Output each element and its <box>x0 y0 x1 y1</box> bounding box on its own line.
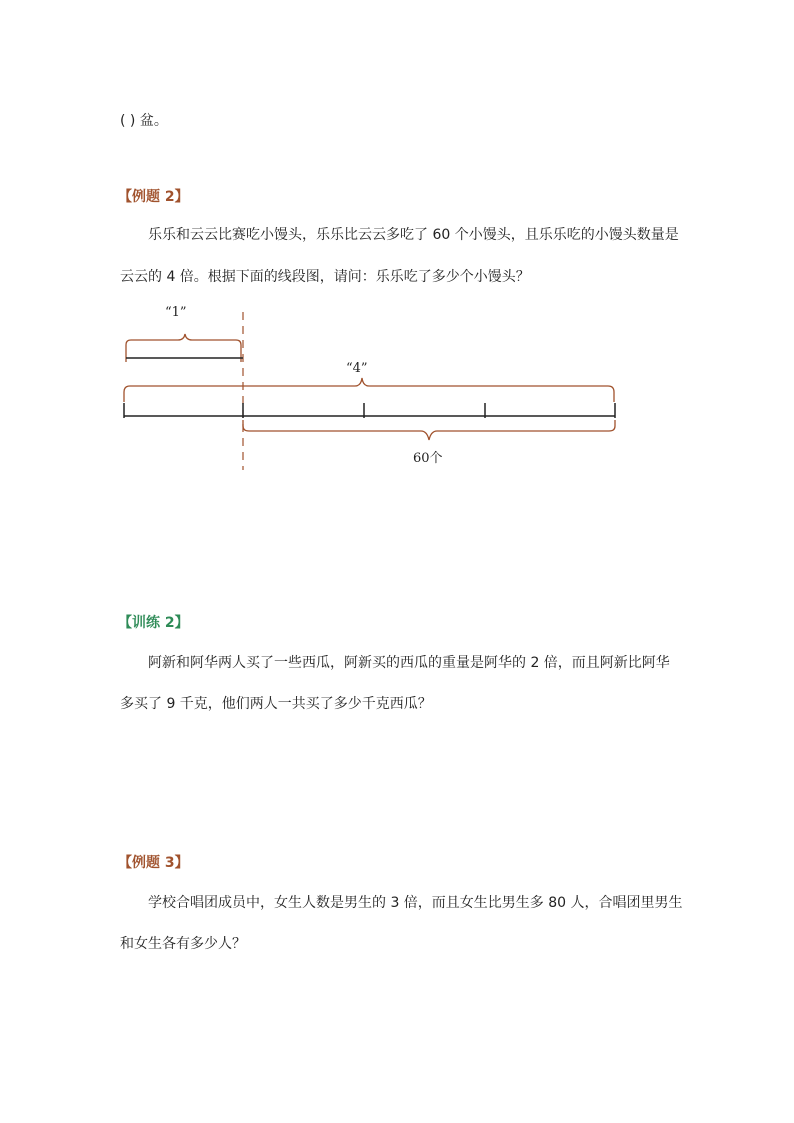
example-2-heading: 【例题 2】 <box>118 189 189 205</box>
example-3-text-line-1: 学校合唱团成员中，女生人数是男生的 3 倍，而且女生比男生多 80 人，合唱团里男生 <box>148 895 683 911</box>
example-3-heading: 【例题 3】 <box>118 855 189 871</box>
example-2-text-line-2: 云云的 4 倍。根据下面的线段图，请问：乐乐吃了多少个小馒头？ <box>120 269 530 285</box>
label-four: “4” <box>346 361 368 376</box>
practice-2-text-line-1: 阿新和阿华两人买了一些西瓜，阿新买的西瓜的重量是阿华的 2 倍，而且阿新比阿华 <box>148 655 670 671</box>
practice-2-text-line-2: 多买了 9 千克，他们两人一共买了多少千克西瓜？ <box>120 696 432 712</box>
previous-answer-fragment: ( ) 盆。 <box>120 113 168 129</box>
brace-difference <box>243 420 615 440</box>
brace-four <box>124 378 614 402</box>
example-3-text-line-2: 和女生各有多少人？ <box>120 936 246 952</box>
label-difference: 60个 <box>413 451 443 466</box>
label-one: “1” <box>165 305 187 320</box>
line-segment-diagram <box>0 0 794 520</box>
example-2-text-line-1: 乐乐和云云比赛吃小馒头，乐乐比云云多吃了 60 个小馒头，且乐乐吃的小馒头数量是 <box>148 227 679 243</box>
practice-2-heading: 【训练 2】 <box>118 615 189 631</box>
